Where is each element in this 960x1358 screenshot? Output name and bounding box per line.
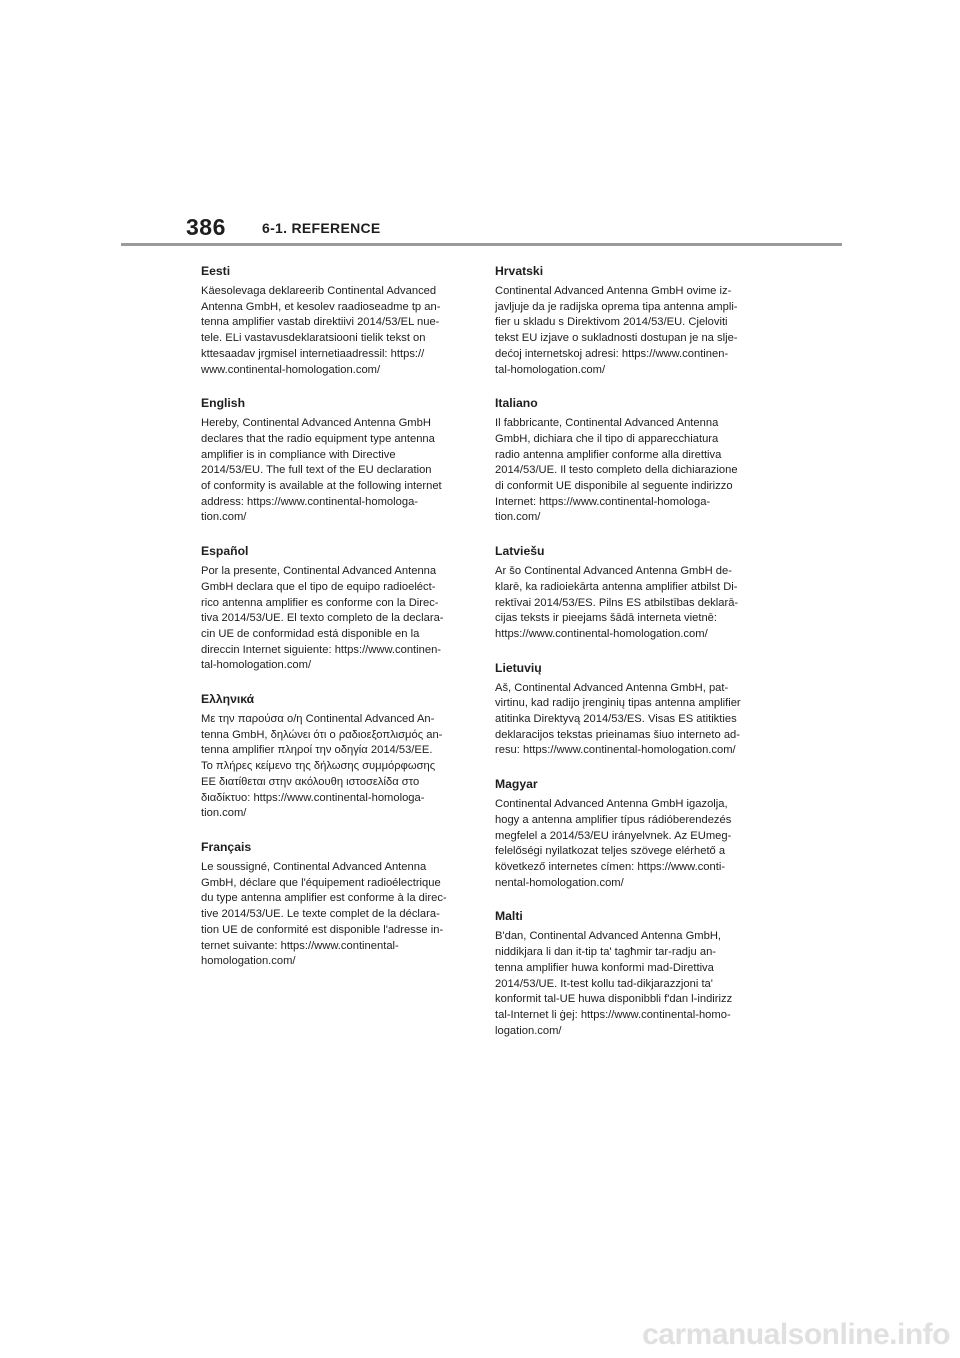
language-heading: Hrvatski bbox=[495, 264, 544, 278]
language-heading: Français bbox=[201, 839, 252, 854]
page-header bbox=[0, 0, 960, 250]
language-block-hrvatski bbox=[495, 264, 751, 378]
language-block-italiano bbox=[495, 396, 751, 526]
declaration-text: B'dan, Continental Advanced Antenna GmbH, niddikjara li dan it-tip ta' tagħmir tar-radju an- tenna amplifier huwa konformi mad-Direttiva 2014/53/UE. It-test kollu tad-dikjarazzjoni ta' konformit tal-UE huwa disponibbli f'dan l-indirizz tal-Internet li ġej: https://www.continental-homo- logation.com/ bbox=[495, 930, 733, 1037]
language-block-lietuviu bbox=[495, 661, 751, 760]
language-heading: Eesti bbox=[201, 264, 231, 278]
section-title: 6-1. REFERENCE bbox=[262, 220, 381, 236]
language-heading: Latviešu bbox=[495, 544, 545, 559]
language-heading: Lietuvių bbox=[495, 660, 542, 675]
declaration-text: Aš, Continental Advanced Antenna GmbH, pat- virtinu, kad radijo įrenginių tipas antenna amplifier atitinka Direktyvą 2014/53/ES. Visas ES atitikties deklaracijos tekstas prieinamas šiuo interneto ad- resu: https://www.continental-homologation.com/ bbox=[495, 681, 741, 757]
language-block-magyar bbox=[495, 777, 751, 891]
language-heading: English bbox=[201, 396, 246, 411]
declaration-text: Continental Advanced Antenna GmbH igazolja, hogy a antenna amplifier típus rádióberendezés megfelel a 2014/53/EU irányelvnek. Az EUmeg- felelőségi nyilatkozat teljes szövege elérhető a következő internetes címen: https://www.conti- nental-homologation.com/ bbox=[495, 798, 732, 889]
language-block-latviesu bbox=[495, 544, 751, 643]
declaration-text: Hereby, Continental Advanced Antenna GmbH declares that the radio equipment type antenna amplifier is in compliance with Directive 2014/53/EU. The full text of the EU declaration of conformity is available at the following internet address: https://www.continental-homologa- tion.com/ bbox=[201, 417, 442, 524]
watermark: carmanualsonline.info bbox=[642, 1318, 950, 1351]
declaration-text: Por la presente, Continental Advanced Antenna GmbH declara que el tipo de equipo radioeléct- rico antenna amplifier es conforme con la Direc- tiva 2014/53/UE. El texto completo de la declara- cin UE de conformidad está disponible en la direccin Internet siguiente: https://www.continen- tal-homologation.com/ bbox=[201, 565, 444, 672]
language-heading: Ελληνικά bbox=[201, 692, 255, 707]
declaration-text: Käesolevaga deklareerib Continental Advanced Antenna GmbH, et kesolev raadioseadme tp an- tenna amplifier vastab direktiivi 2014/53/EL nue- tele. ELi vastavusdeklaratsiooni tielik tekst on kttesaadav jrgmisel internetiaadressil: https:// www.continental-homologation.com/ bbox=[201, 285, 441, 376]
right-column bbox=[495, 264, 751, 1057]
declaration-text: Continental Advanced Antenna GmbH ovime iz- javljuje da je radijska oprema tipa antenna ampli- fier u skladu s Direktivom 2014/53/EU. Cjeloviti tekst EU izjave o sukladnosti dostupan je na slje- dećoj internetskoj adresi: https://www.continen- tal-homologation.com/ bbox=[495, 285, 738, 376]
declaration-text: Με την παρούσα ο/η Continental Advanced An- tenna GmbH, δηλώνει ότι ο ραδιοεξοπλισμός an- tenna amplifier πληροί την οδηγία 2014/53/ΕΕ. Το πλήρες κείμενο της δήλωσης συμμόρφωσης ΕΕ διατίθεται στην ακόλουθη ιστοσελίδα στο διαδίκτυο: https://www.continental-homologa- tion.com/ bbox=[201, 713, 443, 820]
language-block-english bbox=[201, 396, 457, 526]
language-heading: Malti bbox=[495, 909, 523, 924]
language-block-malti bbox=[495, 909, 751, 1039]
language-block-eesti bbox=[201, 264, 457, 378]
language-block-ellinika bbox=[201, 692, 457, 822]
left-column bbox=[201, 264, 457, 988]
declaration-text: Il fabbricante, Continental Advanced Antenna GmbH, dichiara che il tipo di apparecchiatura radio antenna amplifier conforme alla direttiva 2014/53/UE. Il testo completo della dichiarazione di conformit UE disponibile al seguente indirizzo Internet: https://www.continental-homologa- tion.com/ bbox=[495, 417, 738, 524]
declaration-text: Ar šo Continental Advanced Antenna GmbH de- klarē, ka radioiekārta antenna amplifier atbilst Di- rektīvai 2014/53/ES. Pilns ES atbilstības deklarā- cijas teksts ir pieejams šādā interneta vietnē: https://www.continental-homologation.com/ bbox=[495, 565, 739, 640]
header-rule bbox=[121, 243, 842, 246]
language-block-francais bbox=[201, 840, 457, 970]
language-heading: Magyar bbox=[495, 777, 538, 792]
language-heading: Español bbox=[201, 544, 249, 559]
declaration-text: Le soussigné, Continental Advanced Antenna GmbH, déclare que l'équipement radioélectrique du type antenna amplifier est conforme à la direc- tive 2014/53/UE. Le texte complet de la déclara- tion UE de conformité est disponible l'adresse in- ternet suivante: https://www.continental- homologation.com/ bbox=[201, 860, 447, 968]
language-block-espanol bbox=[201, 544, 457, 674]
language-heading: Italiano bbox=[495, 396, 538, 411]
page-number: 386 bbox=[186, 214, 226, 240]
